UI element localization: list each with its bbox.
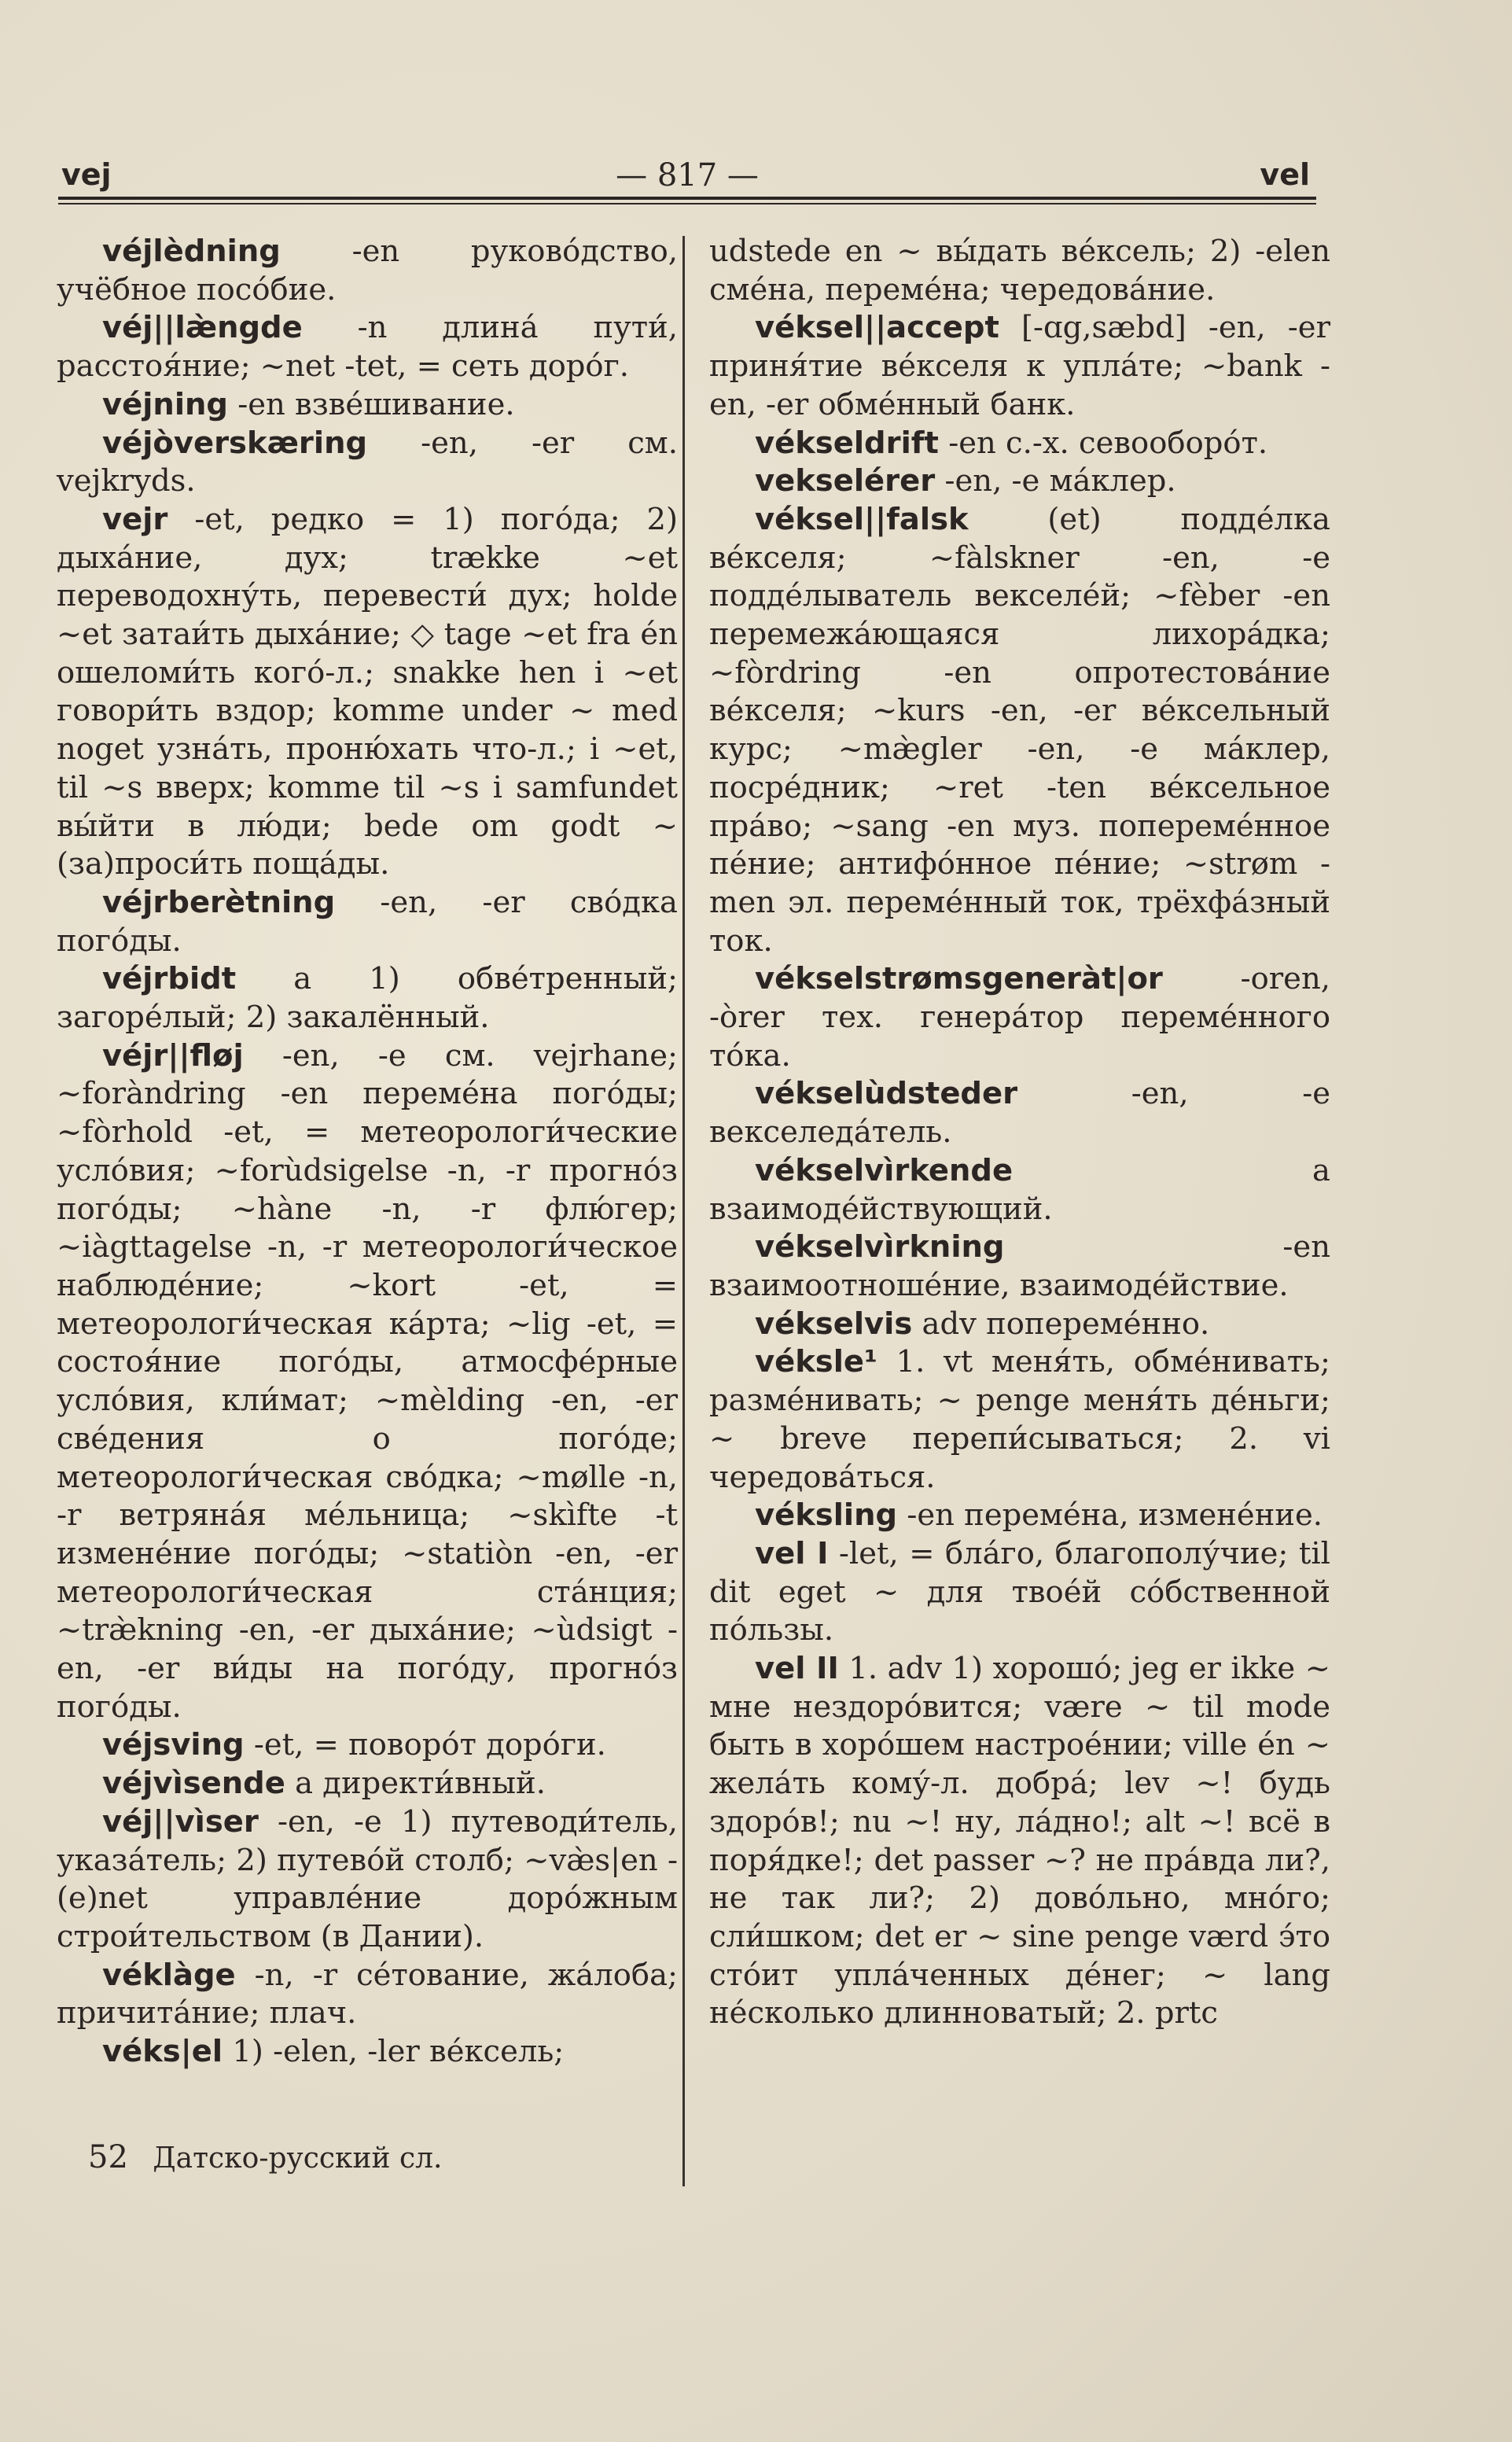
dictionary-entry <box>709 960 1330 1075</box>
dictionary-entry <box>709 1306 1330 1344</box>
column-divider <box>682 236 685 2186</box>
entry-definition: -en с.-х. севооборо́т. <box>948 425 1268 461</box>
entry-definition: 1. adv 1) хорошо́; jeg er ikke ~ мне нездоро́вится; være ~ til mode быть в хоро́шем настрое́нии; ville én ~ жела́ть кому́-л. добра́; lev ~! будь здоро́в!; nu ~! ну, ла́дно!; alt ~! всё в поря́дке!; det passer ~? не пра́вда ли?, не так ли?; 2) дово́льно, мно́го; сли́шком; det er ~ sine penge værd э́то сто́ит упла́ченных де́нег; ~ lang не́сколько длинноватый; 2. prtc <box>709 1651 1330 2031</box>
entry-definition: -en, -e 1) путеводи́тель, указа́тель; 2) путево́й столб; ~væ̀s|en -(e)net управле́ние доро́жным строи́тельством (в Дании). <box>57 1803 678 1954</box>
entry-definition: -en переме́на, измене́ние. <box>907 1497 1323 1534</box>
entry-definition: 1. vt меня́ть, обме́нивать; разме́нивать; ~ penge меня́ть де́ньги; ~ breve перепи́сываться; 2. vi чередова́ться. <box>709 1344 1330 1495</box>
dictionary-entry <box>709 501 1330 960</box>
entry-definition: -en, -er см. vejkryds. <box>57 425 678 499</box>
page-footer <box>88 2139 442 2175</box>
entry-headword: véjlèdning <box>102 234 281 269</box>
dictionary-entry <box>709 425 1330 463</box>
entry-headword: véj||vìser <box>102 1803 259 1840</box>
entry-headword: véksel||falsk <box>755 501 969 537</box>
dictionary-entry <box>709 309 1330 424</box>
entry-headword: véklàge <box>102 1957 236 1993</box>
left-column <box>57 233 678 2072</box>
dictionary-entry <box>57 309 678 385</box>
dictionary-entry <box>709 1152 1330 1228</box>
entry-definition: -n, -r се́тование, жа́лоба; причита́ние; плач. <box>57 1957 678 2031</box>
dictionary-entry <box>57 1957 678 2033</box>
dictionary-entry <box>709 462 1330 501</box>
entry-headword: vékselvis <box>755 1306 913 1342</box>
entry-definition: -en руково́дство, учёбное посо́бие. <box>57 234 678 308</box>
book-title: Датско-русский сл. <box>153 2142 443 2175</box>
entry-definition: adv попереме́нно. <box>922 1306 1210 1342</box>
dictionary-entry <box>709 1343 1330 1497</box>
dictionary-entry <box>57 501 678 884</box>
entry-headword: véj||læ̀ngde <box>102 310 303 346</box>
entry-definition: -en взве́шивание. <box>237 386 515 422</box>
entry-headword: véksel||accept <box>755 310 999 346</box>
dictionary-entry <box>57 960 678 1037</box>
entry-headword: vejr <box>102 501 168 537</box>
entry-headword: vekselérer <box>755 463 936 499</box>
dictionary-entry <box>57 233 678 309</box>
entry-definition: [-ɑg,sæbd] -en, -er приня́тие ве́кселя к упла́те; ~bank -en, -er обме́нный банк. <box>709 310 1330 422</box>
entry-definition: -en, -er сво́дка пого́ды. <box>57 884 678 959</box>
header-rule-thin <box>58 203 1316 204</box>
dictionary-entry <box>709 1497 1330 1535</box>
entry-headword: véks|el <box>102 2034 223 2070</box>
entry-headword: véjrbidt <box>102 961 237 997</box>
entry-definition: a 1) обве́тренный; загоре́лый; 2) закалённый. <box>57 961 678 1036</box>
dictionary-entry <box>57 1037 678 1727</box>
entry-headword: véksling <box>755 1497 898 1534</box>
entry-definition: (et) подде́лка ве́кселя; ~fàlskner -en, -e подде́лыватель векселе́й; ~fèber -en перемежа́ющаяся лихора́дка; ~fòrdring -en опротестова́ние ве́кселя; ~kurs -en, -er ве́ксельный курс; ~mæ̀gler -en, -e ма́клер, посре́дник; ~ret -ten ве́ксельное пра́во; ~sang -en муз. попереме́нное пе́ние; антифо́нное пе́ние; ~strøm -men эл. переме́нный ток, трёхфа́зный ток. <box>709 501 1330 959</box>
entry-headword: vékselùdsteder <box>755 1076 1018 1112</box>
entry-headword: vékselstrømsgeneràt|or <box>755 961 1163 997</box>
dictionary-entry <box>57 425 678 501</box>
entry-definition: -et, редко = 1) пого́да; 2) дыха́ние, дух; trække ~et переводохну́ть, перевести́ дух; holde ~et затаи́ть дыха́ние; ◇ tage ~et fra én ошеломи́ть кого́-л.; snakke hen i ~et говори́ть вздор; komme under ~ med noget узна́ть, проню́хать что-л.; i ~et, til ~s вверх; komme til ~s i samfundet вы́йти в лю́ди; bede om godt ~ (за)проси́ть поща́ды. <box>57 501 678 882</box>
entry-definition: -en взаимоотноше́ние, взаимоде́йствие. <box>709 1229 1330 1303</box>
dictionary-entry <box>57 1765 678 1803</box>
entry-headword: véjrberètning <box>102 884 336 920</box>
dictionary-entry <box>709 1075 1330 1151</box>
entry-headword: vékselvìrkende <box>755 1152 1014 1188</box>
dictionary-entry <box>57 884 678 960</box>
entry-definition: -en, -e ма́клер. <box>944 463 1176 499</box>
entry-headword: véjvìsende <box>102 1766 285 1802</box>
entry-definition: -en, -e векселеда́тель. <box>709 1076 1330 1151</box>
dictionary-entry <box>57 386 678 425</box>
header-rule <box>58 197 1316 200</box>
dictionary-entry <box>57 2033 678 2072</box>
entry-definition: 1) -elen, -ler ве́ксель; <box>232 2034 565 2070</box>
header-left-guideword: vej <box>61 157 112 192</box>
entry-definition: -n длина́ пути́, расстоя́ние; ~net -tet, = сеть доро́г. <box>57 310 678 385</box>
entry-definition: -et, = поворо́т доро́ги. <box>253 1727 606 1763</box>
dictionary-entry <box>709 1535 1330 1650</box>
signature-number: 52 <box>88 2139 128 2175</box>
right-column <box>709 233 1330 2033</box>
header-page-number: — 817 — <box>616 157 759 193</box>
entry-headword: véksle¹ <box>755 1344 877 1380</box>
dictionary-entry <box>709 233 1330 309</box>
entry-headword: véjning <box>102 386 228 422</box>
entry-headword: vékselvìrkning <box>755 1229 1005 1265</box>
entry-headword: vékseldrift <box>755 425 939 461</box>
dictionary-entry <box>709 1650 1330 2033</box>
entry-definition: udstede en ~ вы́дать ве́ксель; 2) -elen сме́на, переме́на; чередова́ние. <box>709 234 1330 308</box>
dictionary-entry <box>57 1726 678 1765</box>
dictionary-entry <box>57 1803 678 1957</box>
dictionary-entry <box>709 1228 1330 1305</box>
entry-headword: vel II <box>755 1651 839 1687</box>
entry-definition: -let, = бла́го, благополу́чие; til dit eget ~ для твое́й со́бственной по́льзы. <box>709 1535 1330 1648</box>
entry-definition: a взаимоде́йствующий. <box>709 1152 1330 1227</box>
entry-definition: a директи́вный. <box>295 1766 546 1802</box>
header-right-guideword: vel <box>1260 157 1310 192</box>
entry-headword: véjr||fløj <box>102 1037 244 1074</box>
entry-headword: véjòverskæring <box>102 425 368 461</box>
entry-definition: -en, -e см. vejrhane; ~foràndring -en переме́на пого́ды; ~fòrhold -et, = метеорологи́ческие усло́вия; ~forùdsigelse -n, -r прогно́з пого́ды; ~hàne -n, -r флю́гер; ~iàgttagelse -n, -r метеорологи́ческое наблюде́ние; ~kort -et, = метеорологи́ческая ка́рта; ~lig -et, = состоя́ние пого́ды, атмосфе́рные усло́вия, кли́мат; ~mèlding -en, -er све́дения о пого́де; метеорологи́ческая сво́дка; ~mølle -n, -r ветряна́я ме́льница; ~skìfte -t измене́ние пого́ды; ~statiòn -en, -er метеорологи́ческая ста́нция; ~træ̀kning -en, -er дыха́ние; ~ùdsigt -en, -er ви́ды на пого́ду, прогно́з пого́ды. <box>57 1037 678 1725</box>
entry-definition: -oren, -òrer тех. генера́тор переме́нного то́ка. <box>709 961 1330 1074</box>
entry-headword: vel I <box>755 1535 829 1571</box>
entry-headword: véjsving <box>102 1727 245 1763</box>
